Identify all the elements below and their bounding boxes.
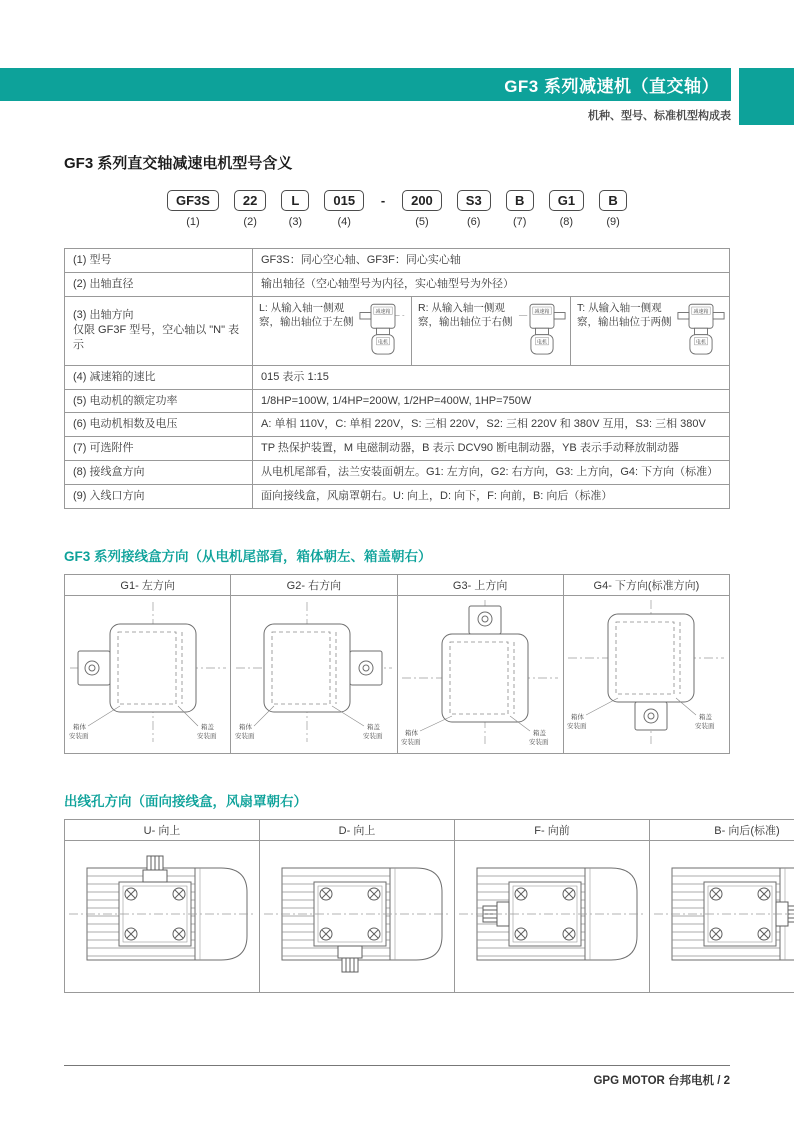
body-mount-label2: 安装面: [68, 732, 89, 740]
code-index: (7): [512, 216, 527, 228]
cover-mount-label: 箱盖: [200, 723, 214, 731]
column-header-u: U- 向上: [65, 819, 260, 840]
code-index: (6): [467, 216, 481, 228]
motor-label: 电机: [695, 338, 707, 345]
motor-label: 电机: [377, 338, 389, 345]
spec-row: [65, 484, 730, 508]
code-box-option: B: [506, 190, 534, 211]
code-part: [549, 190, 584, 228]
junction-diagram-right: [231, 595, 397, 753]
column-header-g2: G2- 右方向: [231, 574, 397, 595]
gearbox-label: 减速箱: [375, 308, 391, 315]
cable-entry-direction-table: [64, 819, 794, 993]
page-footer: [64, 1065, 730, 1088]
shaft-dir-cell-left: [253, 297, 412, 365]
cover-mount-label2: 安装面: [529, 738, 549, 746]
footer-text: GPG MOTOR 台邦电机 / 2: [593, 1074, 730, 1087]
spec-value: TP 热保护装置，M 电磁制动器，B 表示 DCV90 断电制动器，YB 表示手动释放制动器: [253, 437, 730, 461]
page-content: [64, 152, 780, 1088]
cover-mount-label: 箱盖: [533, 729, 547, 737]
spec-table: [64, 248, 730, 509]
spec-label: (7) 可选附件: [65, 437, 253, 461]
column-header-g3: G3- 上方向: [397, 574, 563, 595]
spec-label: (8) 接线盒方向: [65, 461, 253, 485]
motor-diagram-gland-front: [455, 840, 650, 992]
junction-diagram-top: [397, 595, 563, 753]
shaft-dir-cell-right: [412, 297, 571, 365]
spec-row: [65, 413, 730, 437]
code-box-voltage: S3: [457, 190, 491, 211]
spec-row: [65, 437, 730, 461]
motor-label: 电机: [536, 338, 548, 345]
body-mount-label: 箱体: [405, 729, 419, 737]
corner-accent-block: [739, 68, 794, 125]
section1-title: GF3 系列直交轴减速电机型号含义: [64, 155, 293, 172]
shaft-dir-cell-both: [571, 297, 729, 365]
junction-diagram-left: [65, 595, 231, 753]
code-box-ratio: 015: [324, 190, 364, 211]
code-box-shaft-dia: 22: [234, 190, 266, 211]
gearbox-diagram-both-shaft: [675, 301, 727, 361]
code-part: [167, 190, 219, 228]
code-index: (4): [337, 216, 351, 228]
spec-value: 输出轴径（空心轴型号为内径，实心轴型号为外径）: [253, 272, 730, 296]
code-index: (1): [186, 216, 200, 228]
cover-mount-label: 箱盖: [366, 723, 380, 731]
page-title: GF3 系列减速机（直交轴）: [504, 77, 719, 96]
spec-row-shaft-direction: [65, 296, 730, 365]
cover-mount-label2: 安装面: [196, 732, 217, 740]
spec-value: [253, 296, 730, 365]
header-banner: [0, 68, 731, 101]
code-part: [324, 190, 364, 228]
motor-diagram-gland-up: [65, 840, 260, 992]
body-mount-label2: 安装面: [401, 738, 421, 746]
junction-diagram-bottom: [563, 595, 729, 753]
shaft-dir-text: L: 从输入轴一侧观察，输出轴位于左侧: [259, 301, 354, 329]
motor-diagram-gland-down: [260, 840, 455, 992]
code-part: [402, 190, 442, 228]
code-part: [281, 190, 309, 228]
body-mount-label2: 安装面: [567, 722, 587, 730]
code-part: [506, 190, 534, 228]
spec-row: [65, 461, 730, 485]
spec-row: [65, 249, 730, 273]
column-header-d: D- 向上: [260, 819, 455, 840]
header-subtitle: 机种、型号、标准机型构成表: [588, 110, 731, 122]
body-mount-label2: 安装面: [234, 732, 255, 740]
code-box-junction-dir: G1: [549, 190, 584, 211]
spec-label: [65, 296, 253, 365]
code-part: [457, 190, 491, 228]
body-mount-label: 箱体: [238, 723, 252, 731]
junction-box-direction-table: [64, 574, 730, 754]
column-header-f: F- 向前: [455, 819, 650, 840]
spec-value: 从电机尾部看，法兰安装面朝左。G1: 左方向，G2: 右方向，G3: 上方向，G4: 下方向（标准）: [253, 461, 730, 485]
gearbox-diagram-right-shaft: [516, 301, 568, 361]
spec-row: [65, 389, 730, 413]
spec-label-line2: 仅限 GF3F 型号，空心轴以 "N" 表示: [73, 324, 240, 352]
code-dash: -: [379, 190, 387, 211]
spec-label: (9) 入线口方向: [65, 484, 253, 508]
spec-row: [65, 272, 730, 296]
code-box-shaft-dir: L: [281, 190, 309, 211]
section3-title: 出线孔方向（面向接线盒，风扇罩朝右）: [64, 793, 307, 809]
code-box-power: 200: [402, 190, 442, 211]
gearbox-label: 减速箱: [693, 308, 709, 315]
code-index: (9): [606, 216, 620, 228]
section2-title: GF3 系列接线盒方向（从电机尾部看，箱体朝左、箱盖朝右）: [64, 548, 432, 564]
spec-label-line1: (3) 出轴方向: [73, 309, 134, 322]
code-box-entry-dir: B: [599, 190, 627, 211]
column-header-b: B- 向后(标准): [650, 819, 794, 840]
spec-label: (5) 电动机的额定功率: [65, 389, 253, 413]
spec-row: [65, 365, 730, 389]
gearbox-diagram-left-shaft: [357, 301, 409, 361]
code-part: [234, 190, 266, 228]
code-index: (5): [415, 216, 429, 228]
code-separator: [379, 190, 387, 216]
model-code-row: [64, 190, 730, 228]
spec-label: (1) 型号: [65, 249, 253, 273]
shaft-dir-text: T: 从输入轴一侧观察，输出轴位于两侧: [577, 301, 672, 329]
code-index: (8): [559, 216, 574, 228]
code-index: (3): [288, 216, 303, 228]
spec-value: 1/8HP=100W, 1/4HP=200W, 1/2HP=400W, 1HP=750W: [253, 389, 730, 413]
spec-value: 015 表示 1:15: [253, 365, 730, 389]
body-mount-label: 箱体: [72, 723, 86, 731]
column-header-g1: G1- 左方向: [65, 574, 231, 595]
spec-value: A: 单相 110V，C: 单相 220V，S: 三相 220V，S2: 三相 220V 和 380V 互用，S3: 三相 380V: [253, 413, 730, 437]
code-index: (2): [243, 216, 257, 228]
cover-mount-label2: 安装面: [695, 722, 715, 730]
spec-value: GF3S：同心空心轴、GF3F：同心实心轴: [253, 249, 730, 273]
code-box-series: GF3S: [167, 190, 219, 211]
body-mount-label: 箱体: [571, 713, 585, 721]
column-header-g4: G4- 下方向(标准方向): [563, 574, 729, 595]
motor-diagram-gland-rear: [650, 840, 794, 992]
spec-label: (2) 出轴直径: [65, 272, 253, 296]
spec-label: (6) 电动机相数及电压: [65, 413, 253, 437]
code-part: [599, 190, 627, 228]
spec-value: 面向接线盒，风扇罩朝右。U: 向上，D: 向下，F: 向前，B: 向后（标准）: [253, 484, 730, 508]
cover-mount-label2: 安装面: [362, 732, 383, 740]
shaft-dir-text: R: 从输入轴一侧观察，输出轴位于右侧: [418, 301, 513, 329]
cover-mount-label: 箱盖: [699, 713, 713, 721]
gearbox-label: 减速箱: [534, 308, 550, 315]
spec-label: (4) 减速箱的速比: [65, 365, 253, 389]
